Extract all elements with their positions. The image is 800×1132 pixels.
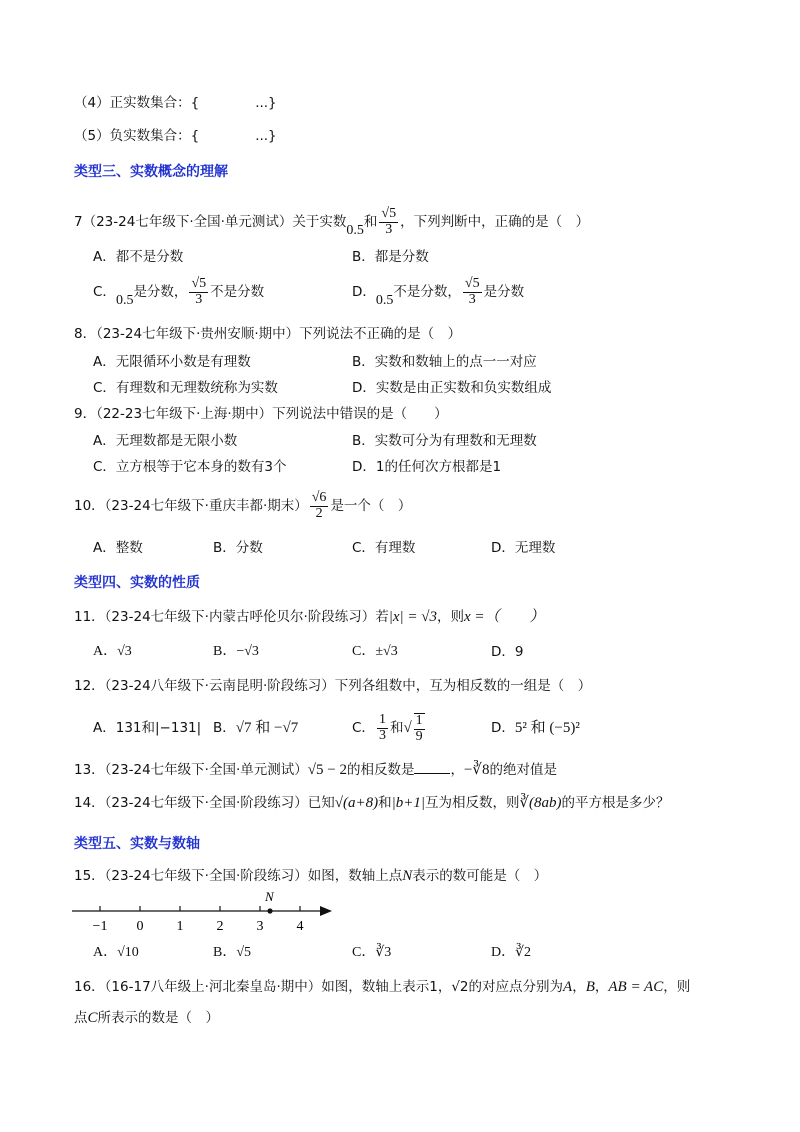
q15-option-a[interactable]: A．√10 (93, 945, 139, 960)
q7-option-d[interactable] (352, 275, 524, 310)
math-expression: AB = AC (608, 979, 664, 995)
q12-option-d[interactable] (491, 718, 580, 738)
option-text: 是分数， (133, 284, 188, 300)
axis-arrow-icon (320, 906, 332, 916)
set-dots: ...} (255, 128, 277, 144)
fraction (414, 713, 425, 744)
math-value: 0.5 (346, 223, 364, 238)
question-text: 的平方根是多少？ (561, 795, 670, 811)
number-line-figure (70, 888, 340, 936)
question-text: ，则 (663, 979, 691, 995)
fraction (310, 491, 329, 521)
question-10 (74, 489, 411, 523)
fraction (379, 207, 398, 237)
option-text: 是分数 (483, 284, 525, 300)
point-n-label: N (265, 889, 274, 904)
question-source: 13．（23-24七年级下·全国·单元测试） (74, 762, 308, 778)
q7-option-c[interactable] (93, 275, 264, 310)
frac-den: 3 (195, 291, 203, 307)
question-7 (74, 205, 589, 240)
set-item-negative (74, 126, 277, 146)
answer-blank[interactable] (414, 759, 450, 774)
section-heading-type4: 类型四、实数的性质 (74, 575, 200, 591)
fraction (189, 277, 208, 307)
q11-option-c[interactable]: C．±√3 (352, 644, 398, 659)
q11-option-a[interactable]: A．√3 (93, 644, 132, 659)
frac-num: √5 (191, 275, 207, 291)
axis-tick-label: 2 (216, 919, 224, 934)
math-expression: √5 − 2 (307, 762, 347, 778)
frac-den: 3 (385, 221, 393, 237)
question-text: 的绝对值是 (489, 762, 557, 778)
point-label: N (402, 868, 413, 884)
frac-den: 3 (378, 727, 386, 743)
q10-option-a[interactable]: A．整数 (93, 540, 143, 556)
question-15 (74, 866, 547, 886)
sqrt-fraction: √ $\frac{1}{9}$ (403, 712, 423, 744)
frac-num: √5 (381, 205, 397, 221)
set-label: （5）负实数集合：{ (74, 128, 200, 144)
frac-den: 2 (315, 505, 323, 521)
question-16-line2 (74, 1008, 219, 1028)
q8-option-c[interactable]: C．有理数和无理数统称为实数 (93, 380, 278, 396)
q8-option-a[interactable]: A．无限循环小数是有理数 (93, 354, 251, 370)
question-tail: 所表示的数是（ ） (97, 1010, 220, 1026)
axis-tick-label: 0 (136, 919, 144, 934)
question-source: 15．（23-24七年级下·全国·阶段练习）如图，数轴上点 (74, 868, 403, 884)
fraction (463, 277, 482, 307)
frac-num: √6 (311, 489, 327, 505)
q9-option-a[interactable]: A．无理数都是无限小数 (93, 433, 238, 449)
q10-option-d[interactable]: D．无理数 (491, 540, 556, 556)
question-text: 点 (74, 1010, 88, 1026)
question-text: 的相反数是 (346, 762, 415, 778)
question-source: 10．（23-24七年级下·重庆丰都·期末） (74, 498, 308, 514)
math-expression: 5² 和 (−5)² (514, 720, 580, 736)
point-label: B (585, 979, 595, 995)
set-item-positive (74, 93, 277, 113)
q9-option-b[interactable]: B．实数可分为有理数和无理数 (352, 433, 537, 449)
option-label: B． (213, 720, 236, 736)
q10-option-c[interactable]: C．有理数 (352, 540, 416, 556)
axis-tick-label: −1 (92, 919, 108, 934)
conjunction: 和 (378, 795, 392, 811)
question-source: （23-24七年级下·全国·单元测试）关于实数 (82, 214, 347, 230)
q8-option-d[interactable]: D．实数是由正实数和负实数组成 (352, 380, 552, 396)
question-12: 12．（23-24八年级下·云南昆明·阶段练习）下列各组数中，互为相反数的一组是（ ） (74, 678, 592, 694)
q9-option-c[interactable]: C．立方根等于它本身的数有3个 (93, 459, 287, 475)
option-label: D． (491, 720, 515, 736)
math-value: 0.5 (375, 293, 394, 308)
question-source: 14．（23-24七年级下·全国·阶段练习）已知 (74, 795, 335, 811)
q9-option-d[interactable]: D．1的任何次方根都是1 (352, 459, 502, 475)
q7-option-a[interactable]: A．都不是分数 (93, 249, 184, 265)
frac-den: 3 (468, 291, 476, 307)
q15-option-c[interactable]: C．∛3 (352, 945, 392, 960)
separator: ， (572, 979, 586, 995)
point-label: C (87, 1010, 98, 1026)
set-label: （4）正实数集合：{ (74, 95, 200, 111)
section-heading-type3: 类型三、实数概念的理解 (74, 164, 228, 180)
conjunction: 和 (389, 720, 404, 736)
question-source: 11．（23-24七年级下·内蒙古呼伦贝尔·阶段练习）若 (74, 609, 389, 625)
q7-option-b[interactable]: B．都是分数 (352, 249, 429, 265)
math-expression: √7 和 −√7 (235, 720, 299, 736)
axis-tick-label: 1 (176, 919, 184, 934)
option-text: 不是分数， (393, 284, 461, 300)
question-tail: ，下列判断中，正确的是（ ） (400, 214, 590, 230)
question-number: 7 (74, 214, 83, 230)
section-heading-type5: 类型五、实数与数轴 (74, 836, 200, 852)
frac-num: 1 (378, 711, 386, 727)
option-label: C． (93, 284, 116, 300)
axis-tick-label: 3 (256, 919, 264, 934)
q8-option-b[interactable]: B．实数和数轴上的点一一对应 (352, 354, 537, 370)
math-expression: |x| = √3 (388, 609, 438, 625)
conjunction: 和 (363, 214, 378, 230)
frac-den: 9 (415, 728, 423, 744)
question-source: 16．（16-17八年级上·河北秦皇岛·期中）如图，数轴上表示1，√2的对应点分别为 (74, 979, 564, 995)
frac-num: √5 (464, 275, 480, 291)
q12-option-a[interactable]: A．131和|−131| (93, 720, 202, 736)
question-13 (74, 759, 557, 780)
question-14 (74, 793, 670, 813)
frac-num: 1 (415, 712, 423, 728)
q11-option-d[interactable]: D．9 (491, 644, 524, 660)
question-8: 8．（23-24七年级下·贵州安顺·期中）下列说法不正确的是（ ） (74, 326, 462, 342)
math-expression: −∛8 (463, 762, 490, 778)
q10-option-b[interactable]: B．分数 (213, 540, 263, 556)
question-text: ，则 (437, 609, 465, 625)
math-expression: ∛(8ab) (519, 795, 562, 811)
point-n-dot (267, 908, 272, 913)
math-expression: |b+1| (391, 795, 425, 811)
question-16 (74, 977, 690, 997)
q15-option-d[interactable]: D．∛2 (491, 945, 532, 960)
fraction (377, 713, 388, 743)
math-expression: x =（ ） (464, 609, 545, 625)
option-label: C． (352, 720, 375, 736)
q12-option-b[interactable] (213, 718, 298, 738)
separator: ， (450, 762, 464, 778)
math-value: 0.5 (115, 293, 134, 308)
question-tail: 表示的数可能是（ ） (412, 868, 548, 884)
option-text: 不是分数 (210, 284, 265, 300)
axis-tick-label: 4 (296, 919, 304, 934)
q11-option-b[interactable]: B．−√3 (213, 644, 259, 659)
separator: ， (594, 979, 609, 995)
question-text: 互为相反数，则 (424, 795, 520, 811)
math-expression: √(a+8) (334, 795, 379, 811)
point-label: A (563, 979, 573, 995)
question-tail: 是一个（ ） (330, 498, 412, 514)
question-9: 9．（22-23七年级下·上海·期中）下列说法中错误的是（ ） (74, 406, 448, 422)
set-dots: ...} (255, 95, 277, 111)
q15-option-b[interactable]: B．√5 (213, 945, 252, 960)
question-11 (74, 607, 545, 627)
q12-option-c[interactable] (352, 708, 427, 748)
option-label: D． (352, 284, 376, 300)
